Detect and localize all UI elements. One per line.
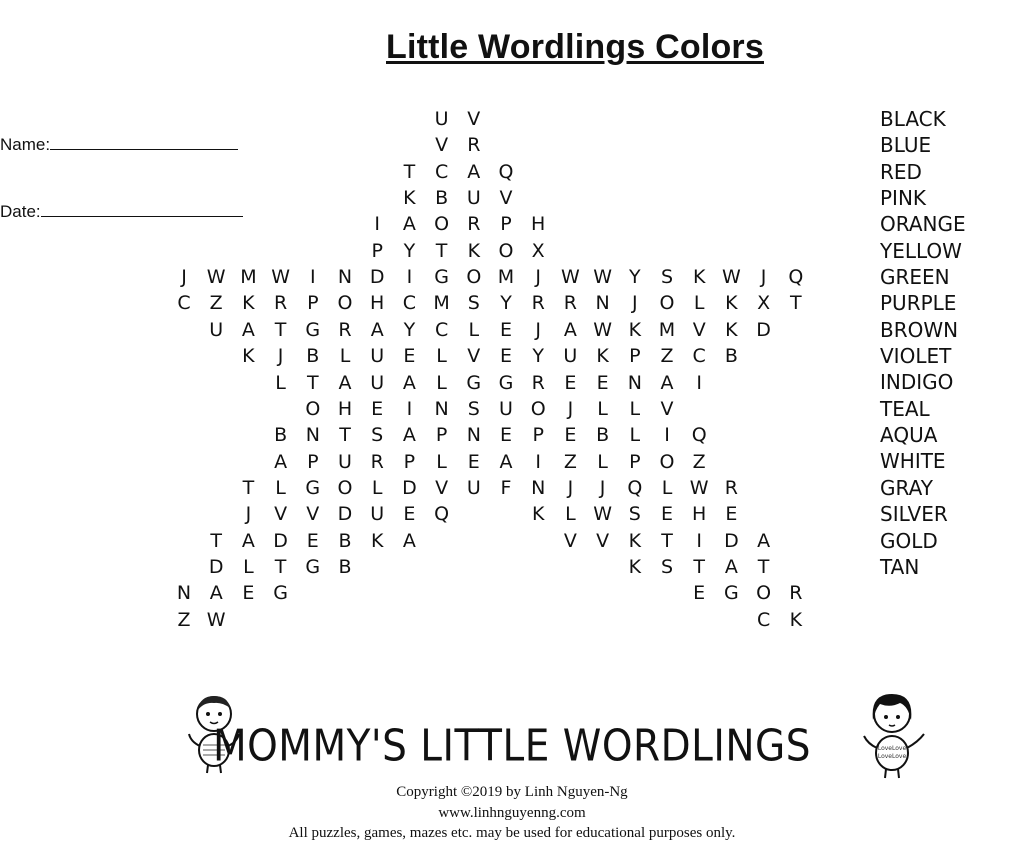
grid-letter[interactable]: E xyxy=(371,397,384,420)
grid-letter[interactable]: V xyxy=(467,345,481,368)
word-list-item: AQUA xyxy=(880,423,938,448)
grid-letter[interactable]: A xyxy=(338,371,352,394)
grid-letter[interactable]: B xyxy=(338,555,352,578)
grid-letter[interactable]: V xyxy=(274,503,288,526)
grid-letter[interactable]: D xyxy=(273,529,288,552)
grid-letter[interactable]: L xyxy=(436,345,447,368)
grid-letter[interactable]: P xyxy=(435,424,448,447)
grid-letter[interactable]: M xyxy=(658,318,676,341)
grid-letter[interactable]: V xyxy=(660,397,674,420)
grid-letter[interactable]: R xyxy=(467,213,481,236)
grid-letter[interactable]: B xyxy=(724,345,738,368)
grid-letter[interactable]: E xyxy=(499,318,512,341)
usage-notice: All puzzles, games, mazes etc. may be used for educational purposes only. xyxy=(288,825,736,841)
grid-letter[interactable]: A xyxy=(241,529,255,552)
grid-letter[interactable]: N xyxy=(305,424,320,447)
grid-letter[interactable]: V xyxy=(435,476,449,499)
grid-letter[interactable]: G xyxy=(498,371,514,394)
grid-letter[interactable]: Q xyxy=(627,476,643,499)
grid-letter[interactable]: L xyxy=(371,476,383,499)
grid-letter[interactable]: D xyxy=(208,555,224,578)
grid-letter[interactable]: J xyxy=(631,292,638,315)
grid-letter[interactable]: E xyxy=(564,371,577,394)
grid-letter[interactable]: U xyxy=(499,397,513,420)
grid-letter[interactable]: Y xyxy=(403,239,416,262)
mascot-shirt-text: LoveLove xyxy=(877,745,907,752)
grid-letter[interactable]: Y xyxy=(628,266,641,289)
grid-letter[interactable]: W xyxy=(271,266,290,289)
grid-letter[interactable]: C xyxy=(692,345,706,368)
grid-letter[interactable]: T xyxy=(242,476,255,499)
grid-letter[interactable]: E xyxy=(403,503,416,526)
grid-letter[interactable]: D xyxy=(369,266,385,289)
grid-letter[interactable]: R xyxy=(370,450,384,473)
grid-letter[interactable]: J xyxy=(245,503,252,526)
grid-letter[interactable]: P xyxy=(307,292,319,315)
grid-letter[interactable]: I xyxy=(374,213,380,236)
grid-letter[interactable]: O xyxy=(756,582,772,605)
grid-letter[interactable]: J xyxy=(277,345,284,368)
grid-letter[interactable]: Y xyxy=(532,345,544,368)
grid-letter[interactable]: T xyxy=(274,555,287,578)
grid-letter[interactable]: A xyxy=(241,318,255,341)
grid-letter[interactable]: S xyxy=(660,555,674,578)
grid-letter[interactable]: O xyxy=(659,292,675,315)
word-list-item: PINK xyxy=(880,186,927,211)
grid-letter[interactable]: C xyxy=(434,160,449,183)
word-list-item: ORANGE xyxy=(880,212,966,237)
grid-letter[interactable]: E xyxy=(725,503,738,526)
grid-letter[interactable]: A xyxy=(563,318,577,341)
grid-letter[interactable]: I xyxy=(664,424,670,447)
grid-letter[interactable]: X xyxy=(531,239,545,262)
grid-letter[interactable]: G xyxy=(305,555,321,578)
grid-letter[interactable]: S xyxy=(467,397,480,420)
grid-letter[interactable]: U xyxy=(209,318,224,341)
grid-letter[interactable]: P xyxy=(371,239,383,262)
grid-letter[interactable]: K xyxy=(725,292,738,315)
grid-letter[interactable]: E xyxy=(564,424,577,447)
grid-letter[interactable]: W xyxy=(593,318,612,341)
grid-letter[interactable]: U xyxy=(370,371,385,394)
grid-letter[interactable]: N xyxy=(531,476,546,499)
grid-letter[interactable]: V xyxy=(306,503,320,526)
grid-letter[interactable]: E xyxy=(403,345,416,368)
grid-letter[interactable]: W xyxy=(206,266,226,289)
grid-letter[interactable]: C xyxy=(434,318,449,341)
grid-letter[interactable]: W xyxy=(560,266,580,289)
grid-letter[interactable]: T xyxy=(435,239,448,262)
grid-letter[interactable]: C xyxy=(756,608,771,631)
grid-letter[interactable]: T xyxy=(210,529,222,552)
grid-letter[interactable]: U xyxy=(370,345,385,368)
grid-letter[interactable]: K xyxy=(628,555,642,578)
grid-letter[interactable]: L xyxy=(243,555,254,578)
grid-letter[interactable]: L xyxy=(629,424,641,447)
grid-letter[interactable]: O xyxy=(498,239,514,262)
grid-letter[interactable]: V xyxy=(596,529,610,552)
grid-letter[interactable]: I xyxy=(309,266,316,289)
grid-letter[interactable]: L xyxy=(661,476,673,499)
grid-letter[interactable]: A xyxy=(402,371,416,394)
grid-letter[interactable]: A xyxy=(209,582,223,605)
grid-letter[interactable]: T xyxy=(661,529,673,552)
grid-letter[interactable]: P xyxy=(629,345,641,368)
grid-letter[interactable]: U xyxy=(466,187,481,210)
grid-letter[interactable]: M xyxy=(240,266,257,289)
grid-letter[interactable]: T xyxy=(403,160,416,183)
word-list-item: BROWN xyxy=(880,317,959,342)
word-list-item: BLUE xyxy=(880,133,932,158)
grid-letter[interactable]: T xyxy=(789,292,802,315)
grid-letter[interactable]: A xyxy=(402,213,416,236)
grid-letter[interactable]: U xyxy=(466,476,481,499)
grid-letter[interactable]: I xyxy=(535,450,541,473)
grid-letter[interactable]: H xyxy=(692,503,707,526)
word-list-item: YELLOW xyxy=(880,238,962,263)
grid-letter[interactable]: A xyxy=(370,318,384,341)
grid-letter[interactable]: N xyxy=(176,582,192,605)
grid-letter[interactable]: I xyxy=(696,371,702,394)
grid-letter[interactable]: T xyxy=(693,555,705,578)
grid-letter[interactable]: S xyxy=(467,292,480,315)
brand-text: MOMMY'S LITTLE WORDLINGS xyxy=(212,721,812,772)
grid-letter[interactable]: E xyxy=(467,450,480,473)
grid-letter[interactable]: P xyxy=(532,424,544,447)
grid-letter[interactable]: K xyxy=(789,608,803,631)
word-list-item: PURPLE xyxy=(880,291,957,316)
grid-letter[interactable]: G xyxy=(305,318,321,341)
grid-letter[interactable]: S xyxy=(628,503,641,526)
grid-letter[interactable]: Q xyxy=(498,160,514,183)
grid-letter[interactable]: O xyxy=(434,213,450,236)
grid-letter[interactable]: G xyxy=(724,582,739,605)
grid-letter[interactable]: B xyxy=(596,424,610,447)
page-title: Little Wordlings Colors xyxy=(386,28,764,66)
grid-letter[interactable]: V xyxy=(499,187,513,210)
grid-letter[interactable]: J xyxy=(567,476,574,499)
date-label: Date: xyxy=(0,202,41,221)
grid-letter[interactable]: A xyxy=(499,450,513,473)
copyright-text: Copyright ©2019 by Linh Nguyen-Ng xyxy=(396,784,628,800)
grid-letter[interactable]: I xyxy=(406,397,413,420)
grid-letter[interactable]: K xyxy=(596,345,609,368)
grid-letter[interactable]: A xyxy=(402,529,416,552)
grid-letter[interactable]: H xyxy=(337,397,353,420)
grid-letter[interactable]: R xyxy=(724,476,738,499)
grid-letter[interactable]: C xyxy=(177,292,191,315)
grid-letter[interactable]: J xyxy=(599,476,606,499)
grid-letter[interactable]: K xyxy=(242,345,255,368)
grid-letter[interactable]: Z xyxy=(209,292,223,315)
grid-letter[interactable]: N xyxy=(595,292,610,315)
grid-letter[interactable]: J xyxy=(535,318,541,341)
grid-letter[interactable]: O xyxy=(337,476,353,499)
grid-letter[interactable]: D xyxy=(402,476,417,499)
mascot-shirt-text: LoveLove xyxy=(877,753,907,760)
grid-letter[interactable]: K xyxy=(403,187,416,210)
grid-letter[interactable]: P xyxy=(307,450,319,473)
grid-letter[interactable]: L xyxy=(597,397,608,420)
grid-letter[interactable]: F xyxy=(500,476,512,499)
grid-letter[interactable]: R xyxy=(273,292,288,315)
grid-letter[interactable]: O xyxy=(659,450,675,473)
grid-letter[interactable]: J xyxy=(535,266,541,289)
grid-letter[interactable]: H xyxy=(370,292,385,315)
grid-letter[interactable]: M xyxy=(433,292,450,315)
grid-letter[interactable]: G xyxy=(273,582,288,605)
grid-letter[interactable]: D xyxy=(724,529,739,552)
grid-letter[interactable]: K xyxy=(370,529,384,552)
grid-letter[interactable]: U xyxy=(370,503,385,526)
grid-letter[interactable]: J xyxy=(760,266,767,289)
grid-letter[interactable]: L xyxy=(693,292,705,315)
grid-letter[interactable]: E xyxy=(499,345,512,368)
grid-letter[interactable]: B xyxy=(435,187,449,210)
grid-letter[interactable]: G xyxy=(466,371,482,394)
grid-letter[interactable]: V xyxy=(692,318,706,341)
grid-letter[interactable]: J xyxy=(567,397,574,420)
grid-letter[interactable]: N xyxy=(627,371,642,394)
grid-letter[interactable]: V xyxy=(563,529,577,552)
grid-letter[interactable]: A xyxy=(274,450,288,473)
grid-letter[interactable]: Q xyxy=(691,424,707,447)
grid-letter[interactable]: E xyxy=(499,424,512,447)
grid-letter[interactable]: R xyxy=(789,582,803,605)
grid-letter[interactable]: W xyxy=(721,266,741,289)
grid-letter[interactable]: B xyxy=(306,345,320,368)
grid-letter[interactable]: K xyxy=(531,503,545,526)
grid-letter[interactable]: L xyxy=(275,371,286,394)
brand-banner xyxy=(0,721,1024,772)
word-list-item: BLACK xyxy=(880,107,946,131)
grid-letter[interactable]: L xyxy=(468,318,480,341)
grid-letter[interactable]: U xyxy=(338,450,352,473)
grid-letter[interactable]: Z xyxy=(660,345,674,368)
grid-letter[interactable]: A xyxy=(660,371,674,394)
word-list-item: SILVER xyxy=(880,502,948,527)
grid-letter[interactable]: G xyxy=(305,476,321,499)
grid-letter[interactable]: O xyxy=(337,292,353,315)
grid-letter[interactable]: A xyxy=(757,529,771,552)
word-list-item: INDIGO xyxy=(880,370,954,395)
grid-letter[interactable]: O xyxy=(530,397,546,420)
word-list-item: TAN xyxy=(880,554,920,579)
grid-letter[interactable]: W xyxy=(593,503,612,526)
grid-letter[interactable]: K xyxy=(628,529,642,552)
grid-letter[interactable]: M xyxy=(497,266,515,289)
grid-letter[interactable]: L xyxy=(629,397,641,420)
grid-letter[interactable]: O xyxy=(305,397,321,420)
grid-letter[interactable]: D xyxy=(756,318,771,341)
word-list-item: GREEN xyxy=(880,265,950,290)
grid-letter[interactable]: C xyxy=(402,292,417,315)
grid-letter[interactable]: B xyxy=(274,424,288,447)
word-list-item: TEAL xyxy=(880,396,930,421)
grid-letter[interactable]: N xyxy=(466,424,481,447)
grid-letter[interactable]: A xyxy=(402,424,416,447)
grid-letter[interactable]: E xyxy=(242,582,255,605)
grid-letter[interactable]: V xyxy=(467,108,481,130)
grid-letter[interactable]: T xyxy=(757,555,770,578)
grid-letter[interactable]: L xyxy=(339,345,351,368)
grid-letter[interactable]: Z xyxy=(177,608,191,631)
grid-letter[interactable]: P xyxy=(403,450,416,473)
word-list-item: GRAY xyxy=(880,475,933,500)
grid-letter[interactable]: T xyxy=(274,318,287,341)
grid-letter[interactable]: E xyxy=(693,582,706,605)
grid-letter[interactable]: Y xyxy=(403,318,416,341)
grid-letter[interactable]: W xyxy=(593,266,612,289)
grid-letter[interactable]: L xyxy=(436,450,447,473)
grid-letter[interactable]: Z xyxy=(563,450,577,473)
grid-letter[interactable]: W xyxy=(206,608,226,631)
grid-letter[interactable]: R xyxy=(563,292,577,315)
grid-letter[interactable]: P xyxy=(629,450,641,473)
grid-letter[interactable]: L xyxy=(565,503,576,526)
grid-letter[interactable]: J xyxy=(181,266,187,289)
grid-letter[interactable]: E xyxy=(660,503,673,526)
grid-letter[interactable]: O xyxy=(466,266,482,289)
grid-letter[interactable]: Q xyxy=(434,503,450,526)
grid-letter[interactable]: K xyxy=(628,318,642,341)
word-list-item: GOLD xyxy=(880,528,938,553)
grid-letter[interactable]: A xyxy=(724,555,738,578)
grid-letter[interactable]: D xyxy=(337,503,353,526)
grid-letter[interactable]: A xyxy=(467,160,481,183)
grid-letter[interactable]: K xyxy=(692,266,706,289)
grid-letter[interactable]: X xyxy=(757,292,771,315)
word-list-item: VIOLET xyxy=(880,344,952,369)
grid-letter[interactable]: L xyxy=(275,476,286,499)
name-label: Name: xyxy=(0,135,51,154)
grid-letter[interactable]: R xyxy=(338,318,352,341)
grid-letter[interactable]: B xyxy=(338,529,352,552)
grid-letter[interactable]: Y xyxy=(500,292,512,315)
grid-letter[interactable]: L xyxy=(436,371,447,394)
grid-letter[interactable]: E xyxy=(306,529,319,552)
grid-letter[interactable]: G xyxy=(434,266,449,289)
grid-letter[interactable]: N xyxy=(337,266,353,289)
grid-letter[interactable]: N xyxy=(434,397,449,420)
website-link[interactable]: www.linhnguyenng.com xyxy=(438,805,586,821)
grid-letter[interactable]: R xyxy=(531,292,545,315)
grid-letter[interactable]: P xyxy=(500,213,512,236)
grid-letter[interactable]: R xyxy=(531,371,545,394)
grid-letter[interactable]: K xyxy=(242,292,255,315)
grid-letter[interactable]: U xyxy=(434,108,449,130)
grid-letter[interactable]: R xyxy=(467,134,481,157)
grid-letter[interactable]: U xyxy=(563,345,578,368)
grid-letter[interactable]: E xyxy=(596,371,609,394)
grid-letter[interactable]: W xyxy=(689,476,709,499)
grid-letter[interactable]: I xyxy=(406,266,413,289)
grid-letter[interactable]: S xyxy=(660,266,674,289)
grid-letter[interactable]: H xyxy=(531,213,546,236)
grid-letter[interactable]: Q xyxy=(788,266,804,289)
grid-letter[interactable]: S xyxy=(371,424,384,447)
grid-letter[interactable]: V xyxy=(435,134,449,157)
word-list xyxy=(880,106,966,580)
grid-letter[interactable]: Z xyxy=(692,450,706,473)
grid-letter[interactable]: K xyxy=(725,318,738,341)
grid-letter[interactable]: T xyxy=(339,424,351,447)
word-list-item: RED xyxy=(880,159,922,184)
grid-letter[interactable]: L xyxy=(597,450,608,473)
word-list-item: WHITE xyxy=(880,449,946,474)
grid-letter[interactable]: T xyxy=(306,371,319,394)
grid-letter[interactable]: I xyxy=(696,529,702,552)
grid-letter[interactable]: K xyxy=(467,239,481,262)
